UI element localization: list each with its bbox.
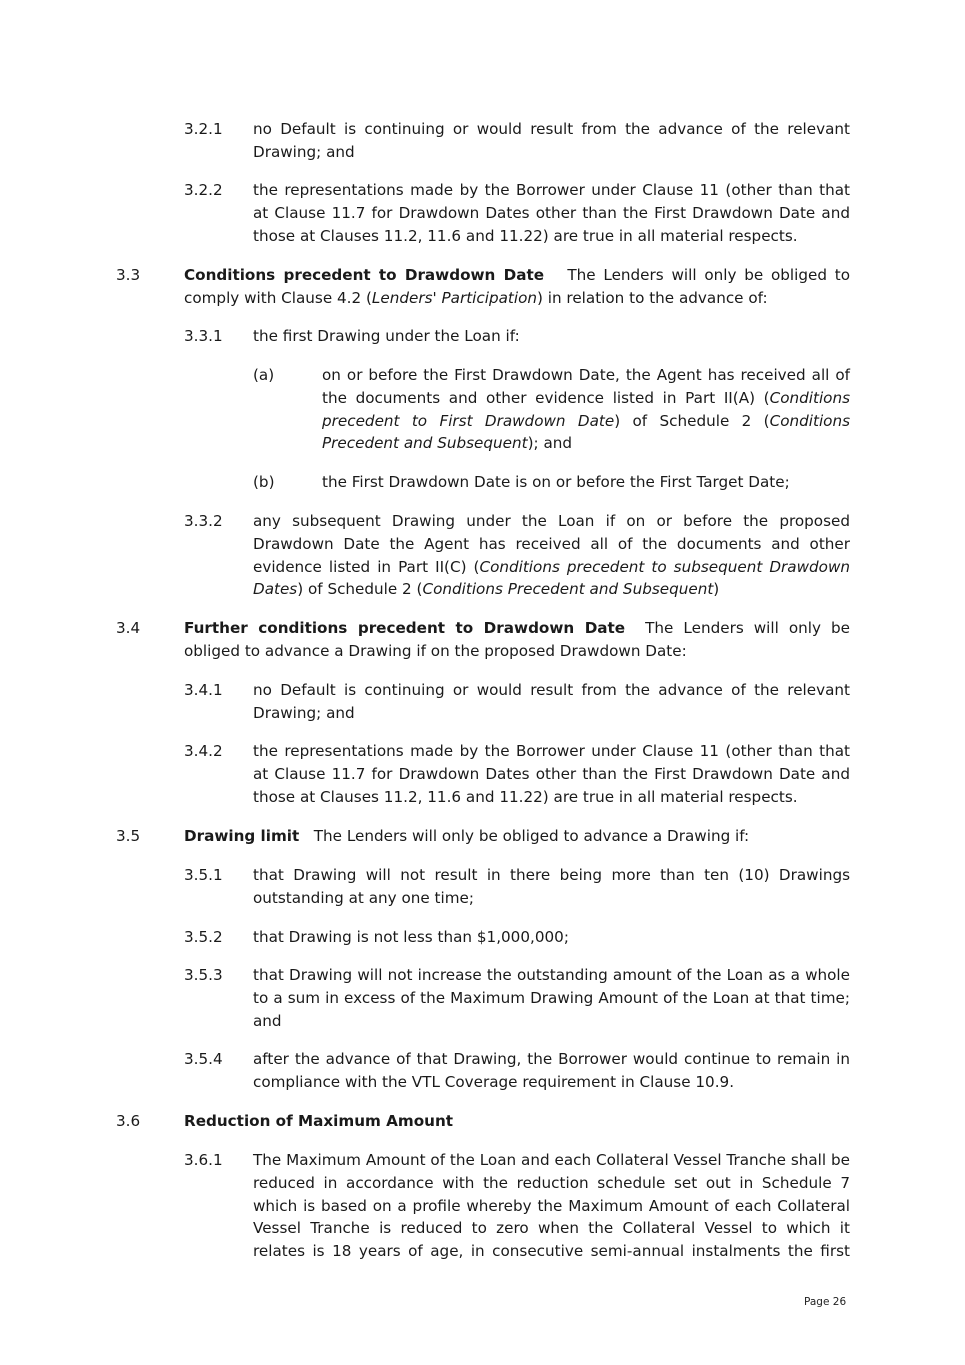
clause-a-ref-2: Conditions Precedent and Subsequent xyxy=(322,411,850,453)
clause-number: 3.4 xyxy=(116,619,141,637)
clause-3-3-1-a-text xyxy=(322,364,850,455)
clause-3-3-text-a: The Lenders will only be obliged to comply with Clause 4.2 ( xyxy=(184,266,851,307)
clause-3-5-body: The Lenders will only be obliged to advance a Drawing if: xyxy=(313,827,750,845)
clause-3-3-2-text-1: any subsequent Drawing under the Loan if on or before the proposed Drawdown Date the Agent has received all of the documents and other evidence listed in Part II(C) ( xyxy=(253,512,850,576)
clause-number: 3.2.1 xyxy=(184,120,223,138)
clause-3-5-2-text: that Drawing is not less than $1,000,000; xyxy=(253,928,569,946)
clause-number: 3.5.3 xyxy=(184,966,223,984)
clause-number: 3.4.2 xyxy=(184,742,223,760)
clause-3-3-2-ref-2: Conditions Precedent and Subsequent xyxy=(422,580,714,599)
clause-3-3-1-text: the first Drawing under the Loan if: xyxy=(253,327,520,345)
clause-3-3-2-ref-1: Conditions precedent to subsequent Drawdown Dates xyxy=(253,557,850,599)
clause-number: (b) xyxy=(253,473,275,491)
clause-3-4-2-text: the representations made by the Borrower under Clause 11 (other than that at Clause 11.7 for Drawdown Dates other than the First Drawdown Date and those at Clauses 11.2, 11.6 and 11.22) are true in all material respects. xyxy=(253,742,850,806)
clause-number: 3.3.1 xyxy=(184,327,223,345)
clause-3-5-4-text: after the advance of that Drawing, the Borrower would continue to remain in compliance with the VTL Coverage requirement in Clause 10.9. xyxy=(253,1050,850,1091)
clause-number: 3.6.1 xyxy=(184,1151,223,1169)
clause-number: 3.3 xyxy=(116,266,141,284)
clause-number: 3.4.1 xyxy=(184,681,223,699)
clause-3-3-ref: Lenders' Participation xyxy=(371,288,537,307)
clause-heading: Further conditions precedent to Drawdown Date xyxy=(184,619,626,637)
clause-number: (a) xyxy=(253,366,275,384)
clause-3-4-text xyxy=(184,617,850,663)
clause-3-4-body: The Lenders will only be obliged to advance a Drawing if on the proposed Drawdown Date: xyxy=(184,619,850,660)
clause-3-5-3-text: that Drawing will not increase the outstanding amount of the Loan as a whole to a sum in excess of the Maximum Drawing Amount of the Loan at that time; and xyxy=(253,966,850,1030)
clause-3-2-1-text: no Default is continuing or would result from the advance of the relevant Drawing; and xyxy=(253,120,850,161)
clause-3-4-1-text: no Default is continuing or would result from the advance of the relevant Drawing; and xyxy=(253,681,850,722)
clause-number: 3.5.2 xyxy=(184,928,223,946)
clause-3-6-1-text: The Maximum Amount of the Loan and each Collateral Vessel Tranche shall be reduced in accordance with the reduction schedule set out in Schedule 7 which is based on a profile whereby the Maximum Amount of each Collateral Vessel Tranche is reduced to zero when the Collateral Vessel to which it relates is 18 years of age, in consecutive semi-annual instalments the first xyxy=(253,1151,850,1261)
clause-a-text-1: on or before the First Drawdown Date, the Agent has received all of the documents and other evidence listed in Part II(A) ( xyxy=(322,366,850,407)
clause-3-3-text-b: ) in relation to the advance of: xyxy=(537,288,768,307)
clause-number: 3.3.2 xyxy=(184,512,223,530)
clause-heading: Reduction of Maximum Amount xyxy=(184,1112,454,1130)
clause-heading: Drawing limit xyxy=(184,827,300,845)
clause-3-5-1-text: that Drawing will not result in there being more than ten (10) Drawings outstanding at any one time; xyxy=(253,866,850,907)
clause-number: 3.2.2 xyxy=(184,181,223,199)
clause-3-5-text xyxy=(184,825,850,848)
clause-a-text-2: ) of Schedule 2 ( xyxy=(614,411,770,430)
clause-a-ref-1: Conditions precedent to First Drawdown Date xyxy=(322,388,850,430)
clause-3-3-1-b-text: the First Drawdown Date is on or before the First Target Date; xyxy=(322,473,790,491)
clause-3-3-text xyxy=(184,264,850,310)
clause-number: 3.5 xyxy=(116,827,141,845)
clause-heading: Conditions precedent to Drawdown Date xyxy=(184,266,545,284)
clause-3-3-2-text-3: ) xyxy=(713,580,720,599)
clause-a-text-3: ); and xyxy=(527,434,573,453)
page-number: Page 26 xyxy=(804,1296,847,1308)
clause-3-2-2-text: the representations made by the Borrower under Clause 11 (other than that at Clause 11.7 for Drawdown Dates other than the First Drawdown Date and those at Clauses 11.2, 11.6 and 11.22) are true in all material respects. xyxy=(253,181,850,245)
clause-number: 3.6 xyxy=(116,1112,141,1130)
clause-number: 3.5.4 xyxy=(184,1050,223,1068)
clause-3-3-2-text xyxy=(253,510,850,601)
clause-3-3-2-text-2: ) of Schedule 2 ( xyxy=(297,580,423,599)
clause-number: 3.5.1 xyxy=(184,866,223,884)
